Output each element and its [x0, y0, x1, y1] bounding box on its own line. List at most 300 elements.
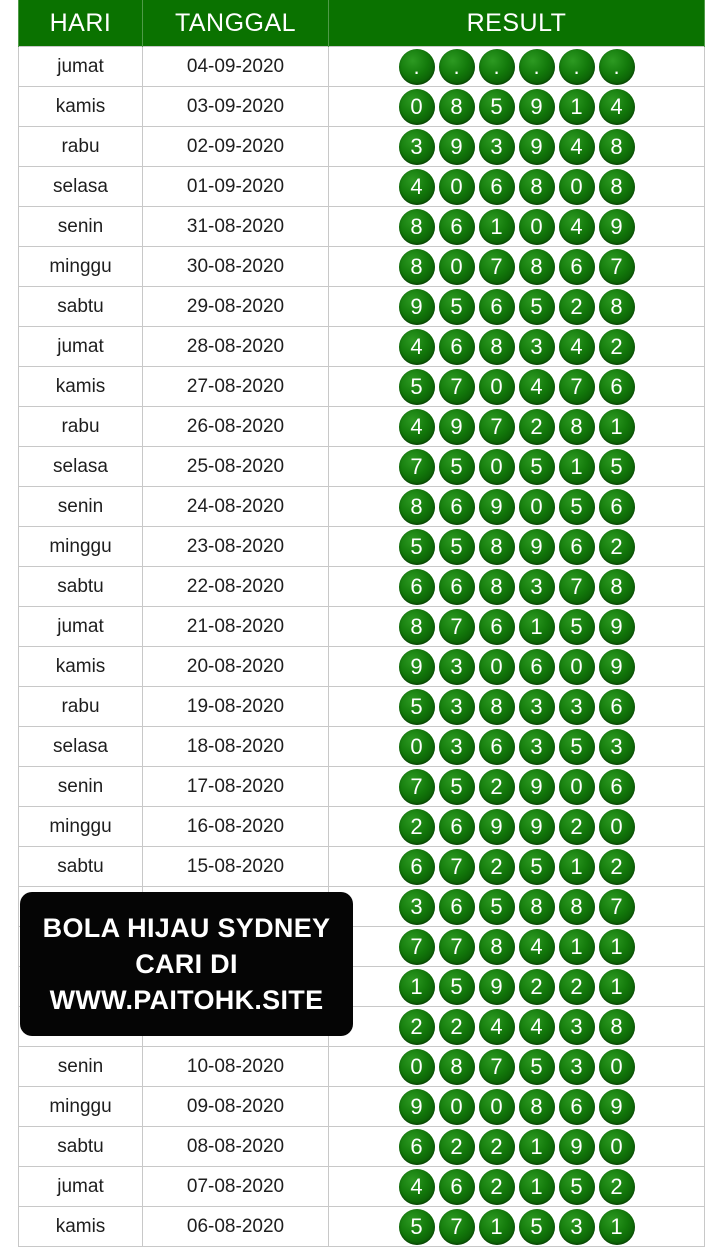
result-cell [329, 567, 705, 607]
table-row [19, 527, 705, 567]
result-ball: 8 [439, 1049, 475, 1085]
date-cell: 06-08-2020 [143, 1207, 329, 1247]
table-row [19, 607, 705, 647]
result-ball: 1 [519, 1129, 555, 1165]
result-ball: 2 [559, 289, 595, 325]
result-cell [329, 447, 705, 487]
result-ball: 7 [599, 249, 635, 285]
result-ball: 0 [439, 1089, 475, 1125]
result-cell [329, 487, 705, 527]
result-ball: 8 [479, 929, 515, 965]
result-ball: 2 [479, 769, 515, 805]
result-ball: 6 [559, 529, 595, 565]
result-ball: 1 [599, 1209, 635, 1245]
day-cell: selasa [19, 727, 143, 767]
result-balls [329, 1129, 704, 1165]
result-balls [329, 129, 704, 165]
result-ball: 2 [479, 849, 515, 885]
result-cell [329, 87, 705, 127]
result-ball: 1 [599, 929, 635, 965]
result-ball: 5 [559, 1169, 595, 1205]
promo-line-2: CARI DI [135, 949, 238, 979]
result-ball: 9 [519, 89, 555, 125]
result-balls [329, 329, 704, 365]
result-ball: 6 [399, 569, 435, 605]
result-ball: 6 [559, 249, 595, 285]
result-ball: 7 [479, 249, 515, 285]
day-cell: sabtu [19, 567, 143, 607]
result-balls [329, 929, 704, 965]
result-ball: 7 [399, 769, 435, 805]
result-ball: 0 [399, 89, 435, 125]
day-cell: jumat [19, 327, 143, 367]
result-ball: 7 [399, 929, 435, 965]
result-ball: 5 [439, 769, 475, 805]
promo-line-1: BOLA HIJAU SYDNEY [42, 913, 331, 943]
day-cell: minggu [19, 527, 143, 567]
result-ball: 0 [599, 1049, 635, 1085]
result-ball: 0 [479, 369, 515, 405]
result-ball: 4 [559, 209, 595, 245]
result-ball: 7 [399, 449, 435, 485]
result-ball: 6 [479, 169, 515, 205]
result-ball: 6 [599, 489, 635, 525]
day-cell: minggu [19, 807, 143, 847]
result-ball: 0 [399, 1049, 435, 1085]
result-cell [329, 927, 705, 967]
result-ball: 5 [479, 89, 515, 125]
result-ball: 2 [559, 809, 595, 845]
date-cell: 10-08-2020 [143, 1047, 329, 1087]
results-table [18, 0, 705, 1247]
result-balls [329, 1009, 704, 1045]
result-ball: 9 [519, 809, 555, 845]
result-ball: 9 [519, 769, 555, 805]
day-cell: sabtu [19, 847, 143, 887]
result-cell [329, 127, 705, 167]
day-cell: senin [19, 767, 143, 807]
result-ball: 2 [599, 849, 635, 885]
result-ball: 2 [479, 1169, 515, 1205]
result-ball: 4 [399, 1169, 435, 1205]
table-row [19, 367, 705, 407]
result-ball: 8 [479, 329, 515, 365]
result-ball: . [599, 49, 635, 85]
result-cell [329, 1207, 705, 1247]
result-cell [329, 1047, 705, 1087]
result-ball: 0 [559, 169, 595, 205]
result-ball: 9 [479, 969, 515, 1005]
result-cell [329, 727, 705, 767]
date-cell: 23-08-2020 [143, 527, 329, 567]
result-ball: 6 [439, 489, 475, 525]
date-cell: 27-08-2020 [143, 367, 329, 407]
result-ball: 5 [519, 1209, 555, 1245]
result-ball: 2 [559, 969, 595, 1005]
result-ball: 8 [559, 409, 595, 445]
result-ball: 0 [599, 1129, 635, 1165]
result-ball: 5 [559, 489, 595, 525]
result-cell [329, 607, 705, 647]
date-cell: 18-08-2020 [143, 727, 329, 767]
result-cell [329, 1167, 705, 1207]
table-row [19, 127, 705, 167]
table-row [19, 1127, 705, 1167]
date-cell: 20-08-2020 [143, 647, 329, 687]
result-ball: . [559, 49, 595, 85]
table-row [19, 407, 705, 447]
result-ball: 7 [439, 369, 475, 405]
result-ball: 3 [439, 689, 475, 725]
result-ball: 6 [559, 1089, 595, 1125]
result-ball: 3 [559, 1009, 595, 1045]
result-ball: 6 [439, 329, 475, 365]
result-balls [329, 1089, 704, 1125]
result-ball: 3 [559, 1209, 595, 1245]
table-body [19, 47, 705, 1247]
table-row [19, 1087, 705, 1127]
result-cell [329, 327, 705, 367]
date-cell: 29-08-2020 [143, 287, 329, 327]
result-cell [329, 527, 705, 567]
result-cell [329, 1007, 705, 1047]
result-ball: 9 [399, 1089, 435, 1125]
result-ball: 8 [519, 169, 555, 205]
table-row [19, 207, 705, 247]
result-ball: 5 [439, 289, 475, 325]
date-cell: 30-08-2020 [143, 247, 329, 287]
result-ball: 5 [399, 1209, 435, 1245]
day-cell: minggu [19, 247, 143, 287]
result-ball: 6 [519, 649, 555, 685]
result-ball: 9 [599, 609, 635, 645]
result-balls [329, 369, 704, 405]
result-ball: 6 [599, 369, 635, 405]
result-ball: 2 [599, 329, 635, 365]
result-ball: . [479, 49, 515, 85]
result-ball: 8 [599, 569, 635, 605]
result-ball: 4 [399, 409, 435, 445]
result-ball: 8 [399, 489, 435, 525]
result-cell [329, 687, 705, 727]
result-ball: 6 [479, 289, 515, 325]
result-ball: 4 [399, 169, 435, 205]
result-ball: 3 [399, 129, 435, 165]
result-balls [329, 209, 704, 245]
result-ball: 5 [519, 849, 555, 885]
day-cell: rabu [19, 687, 143, 727]
result-ball: 8 [599, 289, 635, 325]
result-ball: 5 [479, 889, 515, 925]
result-cell [329, 1127, 705, 1167]
result-balls [329, 609, 704, 645]
result-cell [329, 1087, 705, 1127]
table-row [19, 1047, 705, 1087]
result-ball: 6 [479, 729, 515, 765]
result-ball: 4 [559, 329, 595, 365]
result-ball: 8 [439, 89, 475, 125]
result-ball: 1 [399, 969, 435, 1005]
result-ball: 3 [519, 569, 555, 605]
date-cell: 26-08-2020 [143, 407, 329, 447]
result-ball: 8 [519, 1089, 555, 1125]
result-ball: 9 [599, 209, 635, 245]
result-ball: 3 [559, 1049, 595, 1085]
result-balls [329, 169, 704, 205]
result-ball: 8 [399, 609, 435, 645]
day-cell: jumat [19, 47, 143, 87]
result-cell [329, 47, 705, 87]
result-ball: 5 [599, 449, 635, 485]
result-balls [329, 729, 704, 765]
result-ball: 0 [439, 249, 475, 285]
result-ball: 6 [399, 1129, 435, 1165]
result-ball: 4 [559, 129, 595, 165]
date-cell: 25-08-2020 [143, 447, 329, 487]
result-ball: 4 [399, 329, 435, 365]
table-row [19, 807, 705, 847]
date-cell: 07-08-2020 [143, 1167, 329, 1207]
result-ball: 6 [439, 569, 475, 605]
result-ball: 9 [599, 649, 635, 685]
result-ball: 2 [599, 1169, 635, 1205]
result-ball: 9 [439, 129, 475, 165]
result-ball: 5 [519, 289, 555, 325]
result-ball: 0 [519, 209, 555, 245]
day-cell: kamis [19, 367, 143, 407]
header-row [19, 0, 705, 47]
result-ball: 3 [479, 129, 515, 165]
day-cell: senin [19, 1047, 143, 1087]
table-row [19, 327, 705, 367]
date-cell: 09-08-2020 [143, 1087, 329, 1127]
result-ball: 0 [519, 489, 555, 525]
result-cell [329, 647, 705, 687]
result-ball: 1 [599, 409, 635, 445]
date-cell: 19-08-2020 [143, 687, 329, 727]
result-balls [329, 49, 704, 85]
result-ball: 6 [439, 209, 475, 245]
result-ball: 5 [439, 529, 475, 565]
day-cell: senin [19, 207, 143, 247]
result-ball: 4 [599, 89, 635, 125]
result-balls [329, 569, 704, 605]
result-ball: 3 [439, 729, 475, 765]
date-cell: 01-09-2020 [143, 167, 329, 207]
result-ball: 8 [599, 129, 635, 165]
result-ball: 7 [439, 849, 475, 885]
result-ball: 7 [439, 929, 475, 965]
promo-line-3: WWW.PAITOHK.SITE [49, 985, 324, 1015]
result-ball: 2 [479, 1129, 515, 1165]
result-ball: 0 [439, 169, 475, 205]
table-row [19, 1207, 705, 1247]
table-row [19, 447, 705, 487]
result-cell [329, 847, 705, 887]
result-cell [329, 767, 705, 807]
promo-banner [20, 892, 353, 1036]
result-ball: 6 [399, 849, 435, 885]
result-ball: 3 [519, 689, 555, 725]
date-cell: 31-08-2020 [143, 207, 329, 247]
result-ball: 9 [439, 409, 475, 445]
result-ball: 1 [519, 1169, 555, 1205]
header-result: RESULT [329, 0, 705, 47]
day-cell: sabtu [19, 1127, 143, 1167]
day-cell: kamis [19, 1207, 143, 1247]
result-ball: 4 [479, 1009, 515, 1045]
result-ball: 1 [599, 969, 635, 1005]
table-row [19, 247, 705, 287]
result-balls [329, 409, 704, 445]
result-ball: 7 [559, 369, 595, 405]
result-ball: 5 [399, 689, 435, 725]
result-cell [329, 247, 705, 287]
result-balls [329, 649, 704, 685]
result-ball: 5 [519, 1049, 555, 1085]
result-ball: 8 [479, 689, 515, 725]
table-row [19, 167, 705, 207]
result-cell [329, 207, 705, 247]
result-ball: 1 [519, 609, 555, 645]
result-ball: 0 [479, 1089, 515, 1125]
result-ball: 2 [519, 969, 555, 1005]
result-ball: 8 [599, 1009, 635, 1045]
result-ball: 6 [439, 809, 475, 845]
result-ball: . [519, 49, 555, 85]
result-ball: 0 [599, 809, 635, 845]
result-ball: 5 [559, 729, 595, 765]
result-ball: 9 [479, 489, 515, 525]
result-ball: 2 [439, 1129, 475, 1165]
result-ball: 6 [439, 1169, 475, 1205]
result-ball: 8 [479, 529, 515, 565]
date-cell: 04-09-2020 [143, 47, 329, 87]
result-ball: 3 [519, 729, 555, 765]
result-ball: 7 [559, 569, 595, 605]
result-balls [329, 489, 704, 525]
table-row [19, 287, 705, 327]
result-ball: 6 [599, 689, 635, 725]
result-cell [329, 807, 705, 847]
result-ball: 1 [559, 929, 595, 965]
result-ball: 8 [559, 889, 595, 925]
result-balls [329, 689, 704, 725]
table-row [19, 87, 705, 127]
result-ball: 6 [439, 889, 475, 925]
result-cell [329, 367, 705, 407]
result-ball: 9 [519, 129, 555, 165]
result-ball: 9 [399, 289, 435, 325]
table-row [19, 647, 705, 687]
result-balls [329, 889, 704, 925]
result-ball: 1 [479, 209, 515, 245]
result-ball: 7 [439, 1209, 475, 1245]
date-cell: 28-08-2020 [143, 327, 329, 367]
result-ball: 0 [479, 449, 515, 485]
result-ball: 0 [559, 649, 595, 685]
day-cell: kamis [19, 87, 143, 127]
result-ball: 1 [559, 849, 595, 885]
day-cell: selasa [19, 167, 143, 207]
result-ball: 7 [599, 889, 635, 925]
day-cell: selasa [19, 447, 143, 487]
result-ball: 0 [399, 729, 435, 765]
result-balls [329, 449, 704, 485]
table-row [19, 847, 705, 887]
day-cell: minggu [19, 1087, 143, 1127]
table-row [19, 487, 705, 527]
result-ball: 8 [599, 169, 635, 205]
date-cell: 15-08-2020 [143, 847, 329, 887]
result-cell [329, 407, 705, 447]
result-ball: 3 [439, 649, 475, 685]
result-ball: 9 [519, 529, 555, 565]
result-ball: . [439, 49, 475, 85]
result-cell [329, 967, 705, 1007]
result-ball: 1 [559, 89, 595, 125]
result-ball: 3 [399, 889, 435, 925]
result-balls [329, 1209, 704, 1245]
result-ball: 5 [439, 969, 475, 1005]
result-ball: 8 [519, 249, 555, 285]
table-row [19, 567, 705, 607]
result-cell [329, 167, 705, 207]
date-cell: 17-08-2020 [143, 767, 329, 807]
day-cell: senin [19, 487, 143, 527]
result-ball: 5 [559, 609, 595, 645]
result-ball: 7 [479, 409, 515, 445]
result-ball: 3 [519, 329, 555, 365]
result-ball: . [399, 49, 435, 85]
result-ball: 1 [479, 1209, 515, 1245]
result-balls [329, 969, 704, 1005]
table-row [19, 1167, 705, 1207]
day-cell: rabu [19, 127, 143, 167]
result-balls [329, 1049, 704, 1085]
date-cell: 22-08-2020 [143, 567, 329, 607]
day-cell: rabu [19, 407, 143, 447]
result-ball: 2 [439, 1009, 475, 1045]
result-balls [329, 89, 704, 125]
result-ball: 8 [519, 889, 555, 925]
result-ball: 2 [399, 1009, 435, 1045]
result-ball: 8 [479, 569, 515, 605]
result-balls [329, 769, 704, 805]
day-cell: sabtu [19, 287, 143, 327]
result-ball: 7 [479, 1049, 515, 1085]
date-cell: 08-08-2020 [143, 1127, 329, 1167]
result-ball: 5 [399, 369, 435, 405]
day-cell: kamis [19, 647, 143, 687]
table-row [19, 47, 705, 87]
result-ball: 9 [399, 649, 435, 685]
result-ball: 9 [599, 1089, 635, 1125]
result-ball: 4 [519, 929, 555, 965]
result-ball: 5 [519, 449, 555, 485]
result-ball: 3 [559, 689, 595, 725]
table-row [19, 687, 705, 727]
result-ball: 4 [519, 369, 555, 405]
result-ball: 0 [479, 649, 515, 685]
result-ball: 1 [559, 449, 595, 485]
result-ball: 6 [479, 609, 515, 645]
result-ball: 2 [399, 809, 435, 845]
result-ball: 9 [559, 1129, 595, 1165]
result-balls [329, 529, 704, 565]
result-cell [329, 887, 705, 927]
result-ball: 3 [599, 729, 635, 765]
